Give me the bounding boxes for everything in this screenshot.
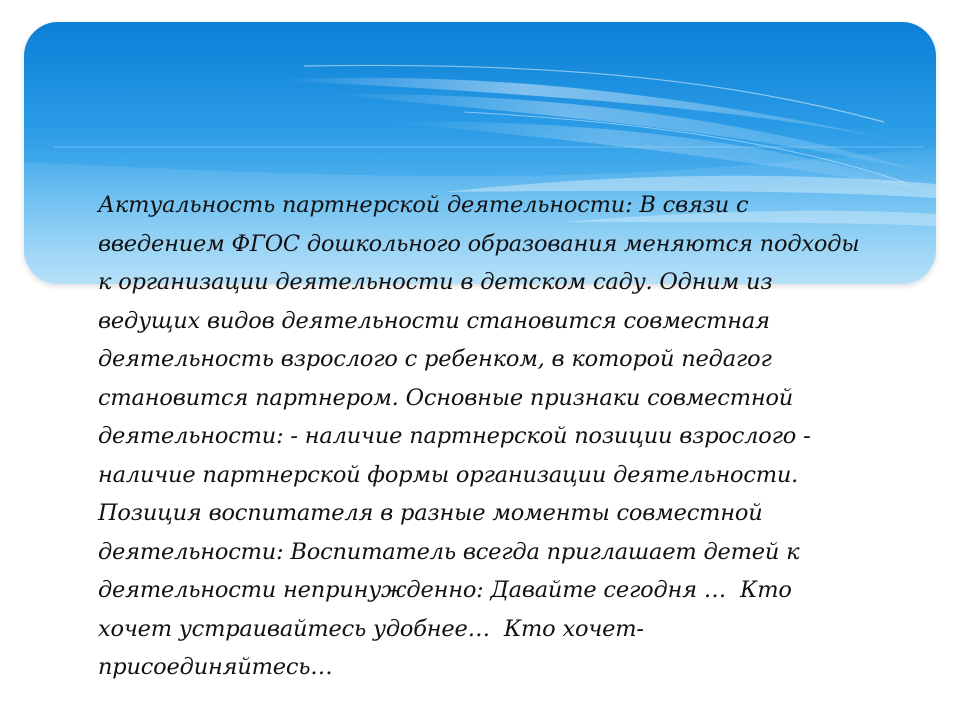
body-paragraph: Актуальность партнерской деятельности: В связи с введением ФГОС дошкольного образования меняются подходы к организации деятельности в детском саду. Одним из ведущих видов деятельности становится совместная деятельность взрослого с ребенком, в которой педагог становится партнером. Основные признаки совместной деятельности: - наличие партнерской позиции взрослого - наличие партнерской формы организации деятельности. Позиция воспитателя в разные моменты совместной деятельности: Воспитатель всегда приглашает детей к деятельности непринужденно: Давайте сегодня … Кто хочет устраивайтесь удобнее… Кто хочет- присоединяйтесь… [98, 192, 860, 680]
